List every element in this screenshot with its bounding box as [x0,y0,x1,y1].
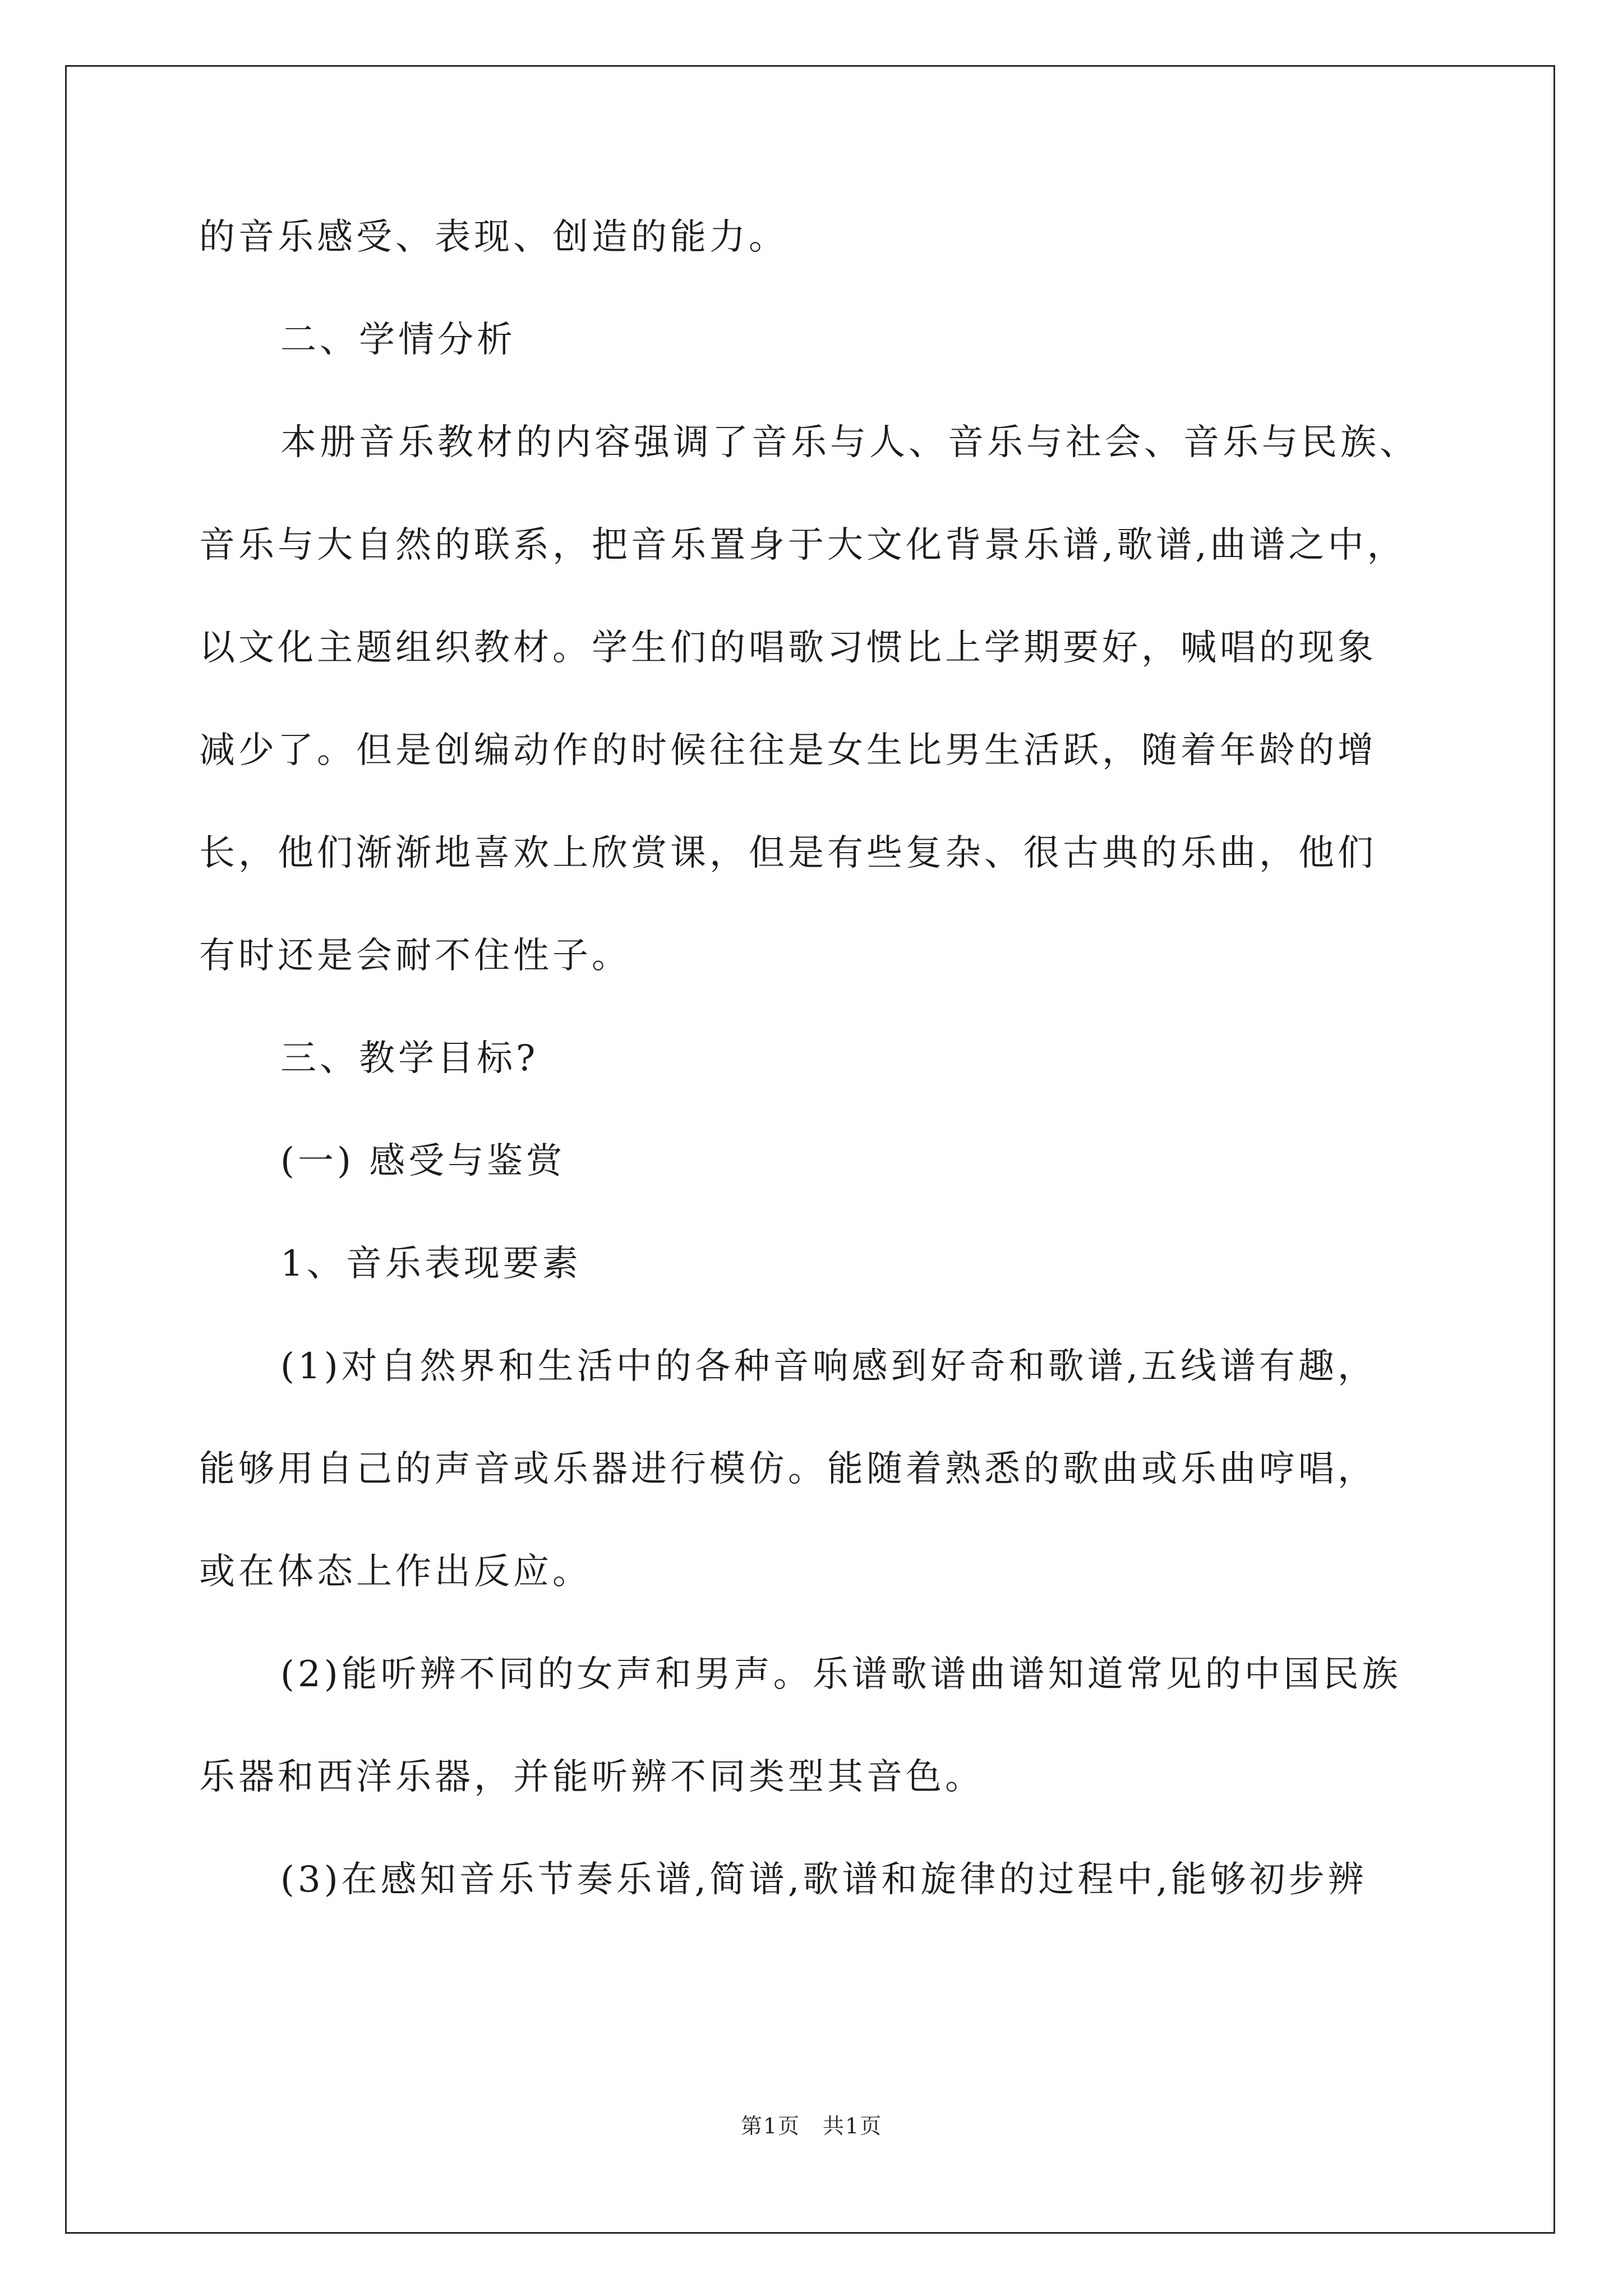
subsection-heading: 1、音乐表现要素 [280,1243,582,1285]
text-line: 长，他们渐渐地喜欢上欣赏课，但是有些复杂、很古典的乐曲，他们 [199,832,1377,874]
text-line: 乐器和西洋乐器，并能听辨不同类型其音色。 [199,1756,984,1798]
text-line: 本册音乐教材的内容强调了音乐与人、音乐与社会、音乐与民族、 [280,422,1419,463]
page-total: 共1页 [823,2114,883,2138]
text-line: 减少了。但是创编动作的时候往往是女生比男生活跃，随着年龄的增 [199,730,1377,771]
text-line: 以文化主题组织教材。学生们的唱歌习惯比上学期要好，喊唱的现象 [199,627,1377,669]
text-line: 有时还是会耐不住性子。 [199,935,631,977]
text-line: 音乐与大自然的联系，把音乐置身于大文化背景乐谱,歌谱,曲谱之中， [199,524,1407,566]
page-number: 第1页 [740,2114,800,2138]
subsection-heading: (一) 感受与鉴赏 [280,1140,566,1182]
text-line: (3)在感知音乐节奏乐谱,简谱,歌谱和旋律的过程中,能够初步辨 [280,1859,1367,1901]
section-heading: 二、学情分析 [280,319,516,361]
text-line: 或在体态上作出反应。 [199,1551,592,1593]
text-line: 能够用自己的声音或乐器进行模仿。能随着熟悉的歌曲或乐曲哼唱， [199,1448,1377,1490]
text-line: (2)能听辨不同的女声和男声。乐谱歌谱曲谱知道常见的中国民族 [280,1654,1401,1695]
section-heading: 三、教学目标? [280,1038,539,1079]
page-footer [0,2112,1623,2140]
text-line: (1)对自然界和生活中的各种音响感到好奇和歌谱,五线谱有趣， [280,1346,1377,1387]
text-line: 的音乐感受、表现、创造的能力。 [199,217,788,258]
